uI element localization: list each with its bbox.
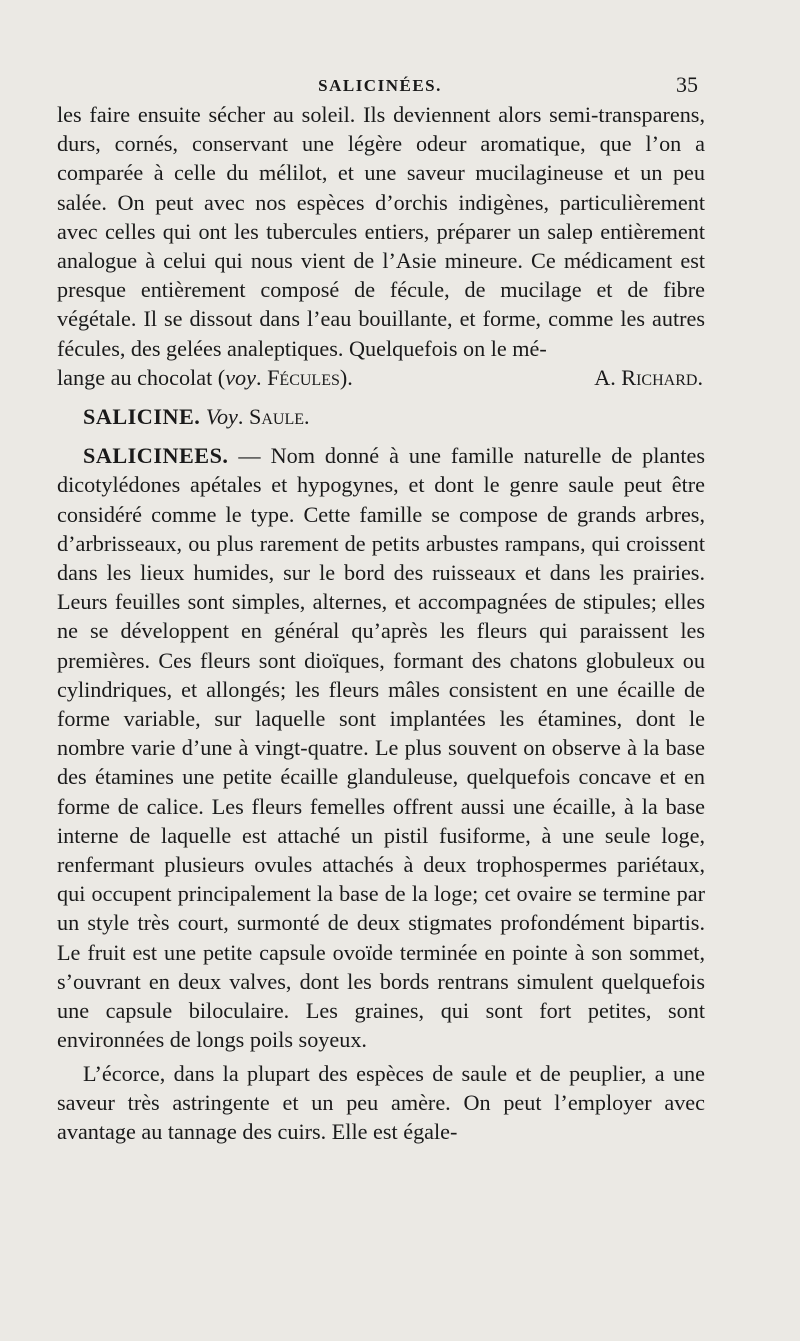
paragraph-text: les faire ensuite sécher au soleil. Ils deviennent alors semi-transparens, durs, cornés, conservant une légère odeur aromatique, que l’on a comparée à celle du mélilot, et une saveur mucilagineuse et un peu salée. On peut avec nos espèces d’orchis indigènes, particulièrement avec celles qui ont les tubercules entiers, préparer un salep entièrement analogue à celui qui nous vient de l’Asie mineure. Ce médicament est presque entièrement composé de fécule, de mucilage et de fibre végétale. Il se dissout dans l’eau bouillante, et forme, comme les autres fécules, des gelées analeptiques. Quelquefois on le mé- — [57, 102, 705, 361]
running-title: SALICINÉES. — [318, 76, 442, 95]
page-number: 35 — [676, 72, 698, 97]
crossref-target: . Saule. — [237, 404, 310, 430]
voy-abbrev: voy — [225, 364, 256, 390]
paragraph-text: L’écorce, dans la plupart des espèces de saule et de peuplier, a une saveur très astringente et un peu amère. On peut l’employer avec avantage au tannage des cuirs. Elle est égale- — [57, 1060, 705, 1144]
crossref-target: . Fécules). — [255, 364, 353, 390]
paragraph-salep — [57, 100, 705, 392]
entry-salicinees — [57, 441, 705, 1054]
text-column — [57, 100, 705, 1146]
voy-abbrev: Voy — [205, 404, 238, 430]
entry-headword: SALICINE. — [83, 404, 201, 430]
crossref: lange au chocolat (voy. Fécules). — [57, 364, 353, 390]
entry-salicine — [57, 402, 705, 431]
entry-text: — Nom donné à une famille naturelle de plantes dicotylédones apétales et hypogynes, et dont le genre saule peut être considéré comme le type. Cette famille se compose de grands arbres, d’arbrisseaux, ou plus rarement de petits arbustes rampans, qui croissent dans les lieux humides, sur le bord des ruisseaux et dans les prairies. Leurs feuilles sont simples, alternes, et accompagnées de stipules; elles ne se développent en général qu’après les fleurs qui paraissent les premières. Ces fleurs sont dioïques, formant des chatons globuleux ou cylindriques, et allongés; les fleurs mâles consistent en une écaille de forme variable, sur laquelle sont implantées les étamines, dont le nombre varie d’une à vingt-quatre. Le plus souvent on observe à la base des étamines une petite écaille glanduleuse, quelquefois concave et en forme de calice. Les fleurs femelles offrent aussi une écaille, à la base interne de laquelle est attaché un pistil fusiforme, à une seule loge, renfermant plusieurs ovules attachés à deux trophospermes pariétaux, qui occupent principalement la base de la loge; cet ovaire se termine par un style très court, surmonté de deux stigmates profondément bipartis. Le fruit est une petite capsule ovoïde terminée en pointe à son sommet, s’ouvrant en deux valves, dont les bords rentrans simulent quelquefois une capsule biloculaire. Les graines, qui sont fort petites, sont environnées de longs poils soyeux. — [57, 443, 705, 1053]
page-header — [60, 72, 700, 102]
paragraph-ecorce — [57, 1059, 705, 1147]
signature-line — [57, 363, 705, 392]
author-signature: A. Richard. — [594, 364, 703, 390]
entry-headword: SALICINEES. — [83, 443, 229, 469]
